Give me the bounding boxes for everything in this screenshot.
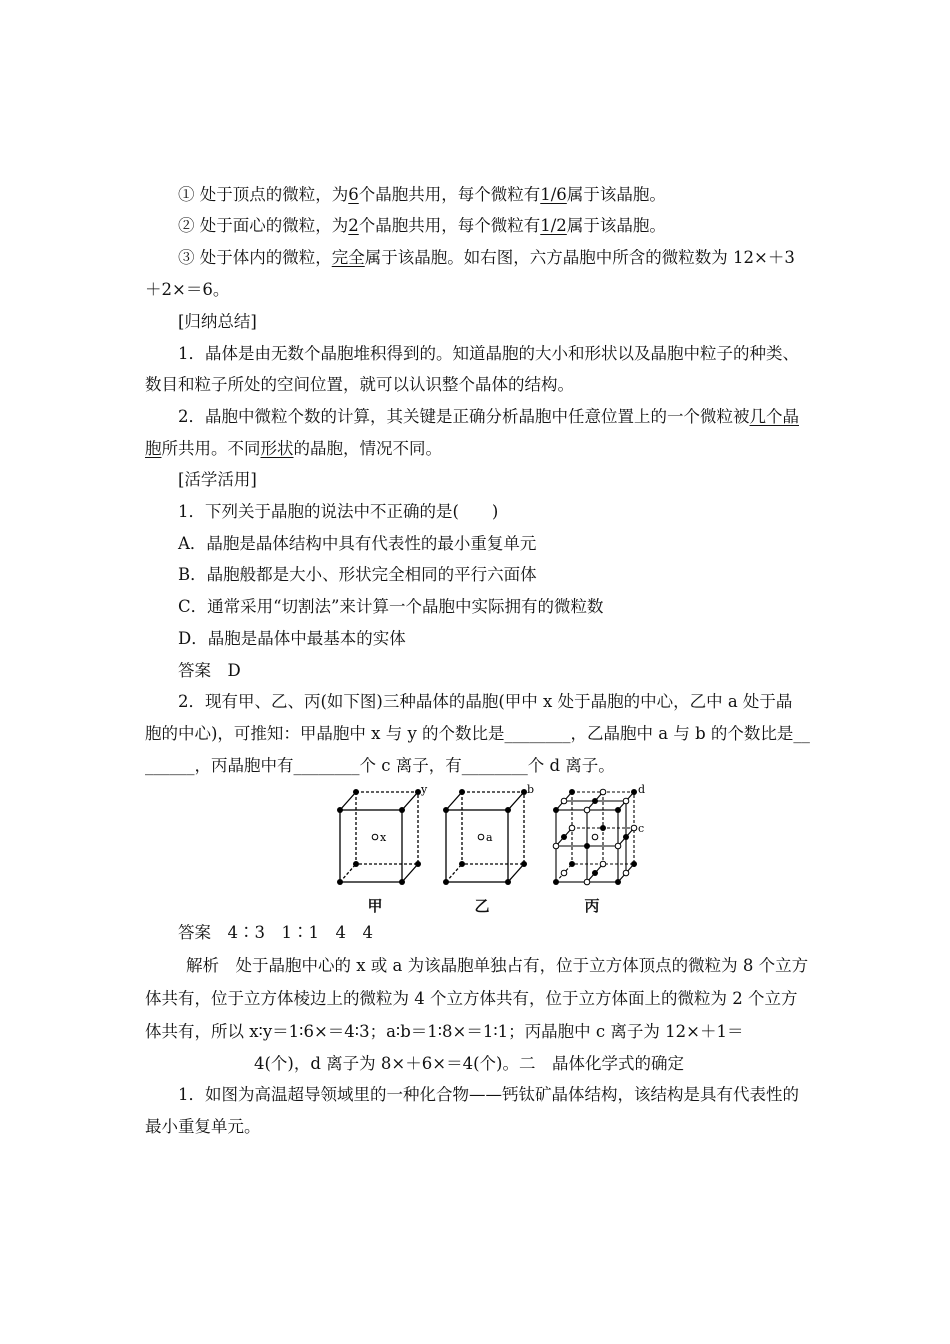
fig-label-yi: 乙 [474,897,490,915]
section2-p1b: 最小重复单元。 [145,1117,261,1136]
summary-p1a: 1．晶体是由无数个晶胞堆积得到的。知道晶胞的大小和形状以及晶胞中粒子的种类、 [178,344,799,363]
answer-1: 答案 D [178,661,241,680]
question-1: 1．下列关于晶胞的说法中不正确的是( ) [178,502,499,521]
yi-corner-label: b [527,783,535,796]
yi-center-atom [478,834,484,840]
unit-cell-figure [320,780,660,895]
summary-p2b: 胞所共用。不同形状的晶胞，情况不同。 [145,439,442,458]
jia-center-label: x [380,831,387,844]
option-a: A．晶胞是晶体结构中具有代表性的最小重复单元 [178,534,537,553]
vertex-fraction: 1/6 [540,185,567,204]
practice-heading: [活学活用] [178,470,257,489]
option-d: D．晶胞是晶体中最基本的实体 [178,629,406,648]
jia-corner-label: y [421,783,428,796]
explanation-2: 体共有，位于立方体棱边上的微粒为 4 个立方体共有，位于立方体面上的微粒为 2 个立方 [145,989,798,1008]
fig-label-bing: 丙 [584,897,600,915]
yi-center-label: a [486,831,493,844]
summary-heading: [归纳总结] [178,312,257,331]
face-fraction: 1/2 [540,216,567,235]
option-b: B．晶胞般都是大小、形状完全相同的平行六面体 [178,565,537,584]
explanation-3: 体共有，所以 x∶y＝1∶6×＝4∶3；a∶b＝1∶8×＝1∶1；丙晶胞中 c 离子为 12×＋1＝ [145,1022,744,1041]
bing-corner-label: d [638,783,646,796]
answer-2: 答案 4∶3 1∶1 4 4 [178,923,373,942]
cell-yi [446,792,524,882]
question-2a: 2．现有甲、乙、丙(如下图)三种晶体的晶胞(甲中 x 处于晶胞的中心，乙中 a 处于晶 [178,692,793,711]
rule-face: ② 处于面心的微粒，为2个晶胞共用，每个微粒有1/2属于该晶胞。 [178,216,666,235]
question-2c: ______，丙晶胞中有________个 c 离子，有________个 d 离子。 [145,756,615,775]
rule-body: ③ 处于体内的微粒，完全属于该晶胞。如右图，六方晶胞中所含的微粒数为 12×＋3 [178,248,795,267]
summary-p1b: 数目和粒子所处的空间位置，就可以认识整个晶体的结构。 [145,375,574,394]
bing-face-label: c [638,822,645,835]
body-keyword: 完全 [331,248,365,267]
cell-jia [340,792,418,882]
section2-p1a: 1．如图为高温超导领域里的一种化合物——钙钛矿晶体结构，该结构是具有代表性的 [178,1085,799,1104]
option-c: C．通常采用“切割法”来计算一个晶胞中实际拥有的微粒数 [178,597,604,616]
jia-center-atom [372,834,378,840]
vertex-share-count: 6 [348,185,359,204]
question-2b: 胞的中心)，可推知：甲晶胞中 x 与 y 的个数比是________，乙晶胞中 a 与 b 的个数比是__ [145,724,810,743]
explanation-1: 解析 处于晶胞中心的 x 或 a 为该晶胞单独占有，位于立方体顶点的微粒为 8 个立方 [186,956,809,975]
face-share-count: 2 [348,216,359,235]
rule-body-cont: ＋2×＝6。 [145,280,230,299]
rule-vertex: ① 处于顶点的微粒，为6个晶胞共用，每个微粒有1/6属于该晶胞。 [178,185,666,204]
explanation-4: 4(个)，d 离子为 8×＋6×＝4(个)。二 晶体化学式的确定 [254,1054,684,1073]
summary-p2a: 2．晶胞中微粒个数的计算，其关键是正确分析晶胞中任意位置上的一个微粒被几个晶 [178,407,799,426]
fig-label-jia: 甲 [367,897,383,915]
